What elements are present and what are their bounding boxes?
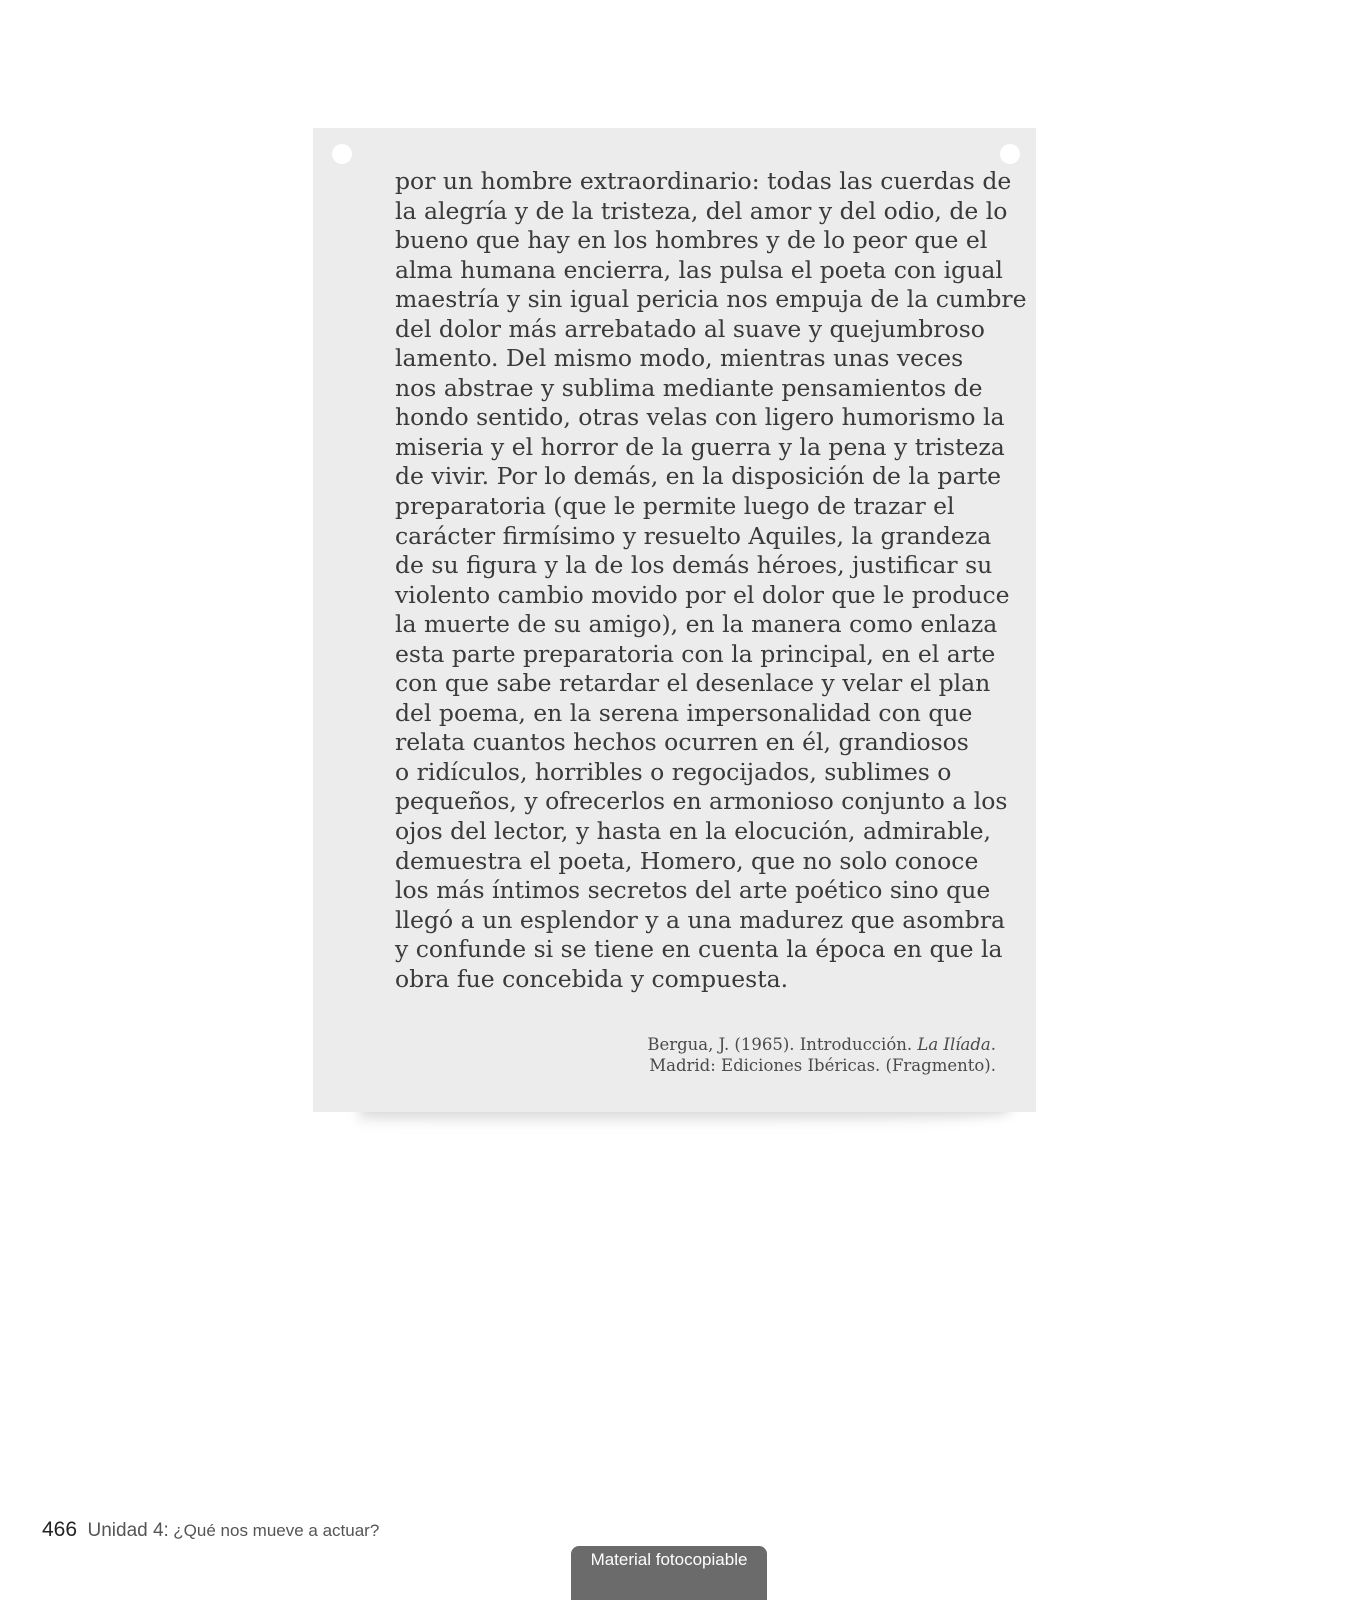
unit-title: ¿Qué nos mueve a actuar? [173, 1521, 380, 1540]
citation-publisher: Madrid: Ediciones Ibéricas. (Fragmento). [649, 1056, 996, 1075]
photocopiable-badge-label: Material fotocopiable [590, 1550, 748, 1569]
citation [647, 1034, 996, 1076]
excerpt-line: miseria y el horror de la guerra y la pena y tristeza [395, 432, 1005, 461]
page-footer [42, 1518, 379, 1542]
excerpt-line: maestría y sin igual pericia nos empuja de la cumbre [395, 285, 1027, 314]
excerpt-line: de vivir. Por lo demás, en la disposición de la parte [395, 462, 1002, 491]
excerpt-line: pequeños, y ofrecerlos en armonioso conjunto a los [395, 787, 1008, 816]
excerpt-line: de su figura y la de los demás héroes, justificar su [395, 551, 993, 580]
excerpt-line: demuestra el poeta, Homero, que no solo conoce [395, 846, 979, 875]
excerpt-line: con que sabe retardar el desenlace y velar el plan [395, 669, 991, 698]
punch-hole-left [332, 144, 352, 164]
excerpt-line: hondo sentido, otras velas con ligero humorismo la [395, 403, 1005, 432]
citation-author-year: Bergua, J. (1965). Introducción. [647, 1035, 918, 1054]
page-number: 466 [42, 1518, 78, 1541]
excerpt-line: nos abstrae y sublima mediante pensamientos de [395, 373, 983, 402]
excerpt-line: o ridículos, horribles o regocijados, sublimes o [395, 757, 952, 786]
excerpt-line: y confunde si se tiene en cuenta la época en que la [395, 935, 1003, 964]
excerpt-line: carácter firmísimo y resuelto Aquiles, la grandeza [395, 521, 992, 550]
excerpt-line: esta parte preparatoria con la principal, en el arte [395, 639, 996, 668]
excerpt-line: alma humana encierra, las pulsa el poeta con igual [395, 255, 1003, 284]
reading-card [313, 128, 1036, 1112]
excerpt-text [395, 167, 1027, 994]
unit-label: Unidad 4: [87, 1520, 169, 1541]
excerpt-line: del poema, en la serena impersonalidad con que [395, 698, 973, 727]
citation-work-title: La Ilíada [917, 1035, 991, 1054]
excerpt-line: violento cambio movido por el dolor que le produce [395, 580, 1010, 609]
citation-line-1 [647, 1034, 996, 1055]
excerpt-line: ojos del lector, y hasta en la elocución, admirable, [395, 817, 992, 846]
excerpt-line: del dolor más arrebatado al suave y quejumbroso [395, 314, 985, 343]
excerpt-line: la alegría y de la tristeza, del amor y del odio, de lo [395, 196, 1008, 225]
excerpt-line: obra fue concebida y compuesta. [395, 964, 789, 993]
excerpt-line: lamento. Del mismo modo, mientras unas veces [395, 344, 964, 373]
punch-hole-right [1000, 144, 1020, 164]
photocopiable-badge [571, 1546, 767, 1600]
excerpt-line: relata cuantos hechos ocurren en él, grandiosos [395, 728, 969, 757]
excerpt-line: por un hombre extraordinario: todas las cuerdas de [395, 167, 1012, 195]
excerpt-line: los más íntimos secretos del arte poético sino que [395, 876, 991, 905]
citation-period: . [990, 1035, 996, 1054]
excerpt-line: preparatoria (que le permite luego de trazar el [395, 492, 955, 521]
excerpt-line: la muerte de su amigo), en la manera como enlaza [395, 610, 998, 639]
excerpt-line: llegó a un esplendor y a una madurez que asombra [395, 905, 1006, 934]
excerpt-line: bueno que hay en los hombres y de lo peor que el [395, 226, 988, 255]
